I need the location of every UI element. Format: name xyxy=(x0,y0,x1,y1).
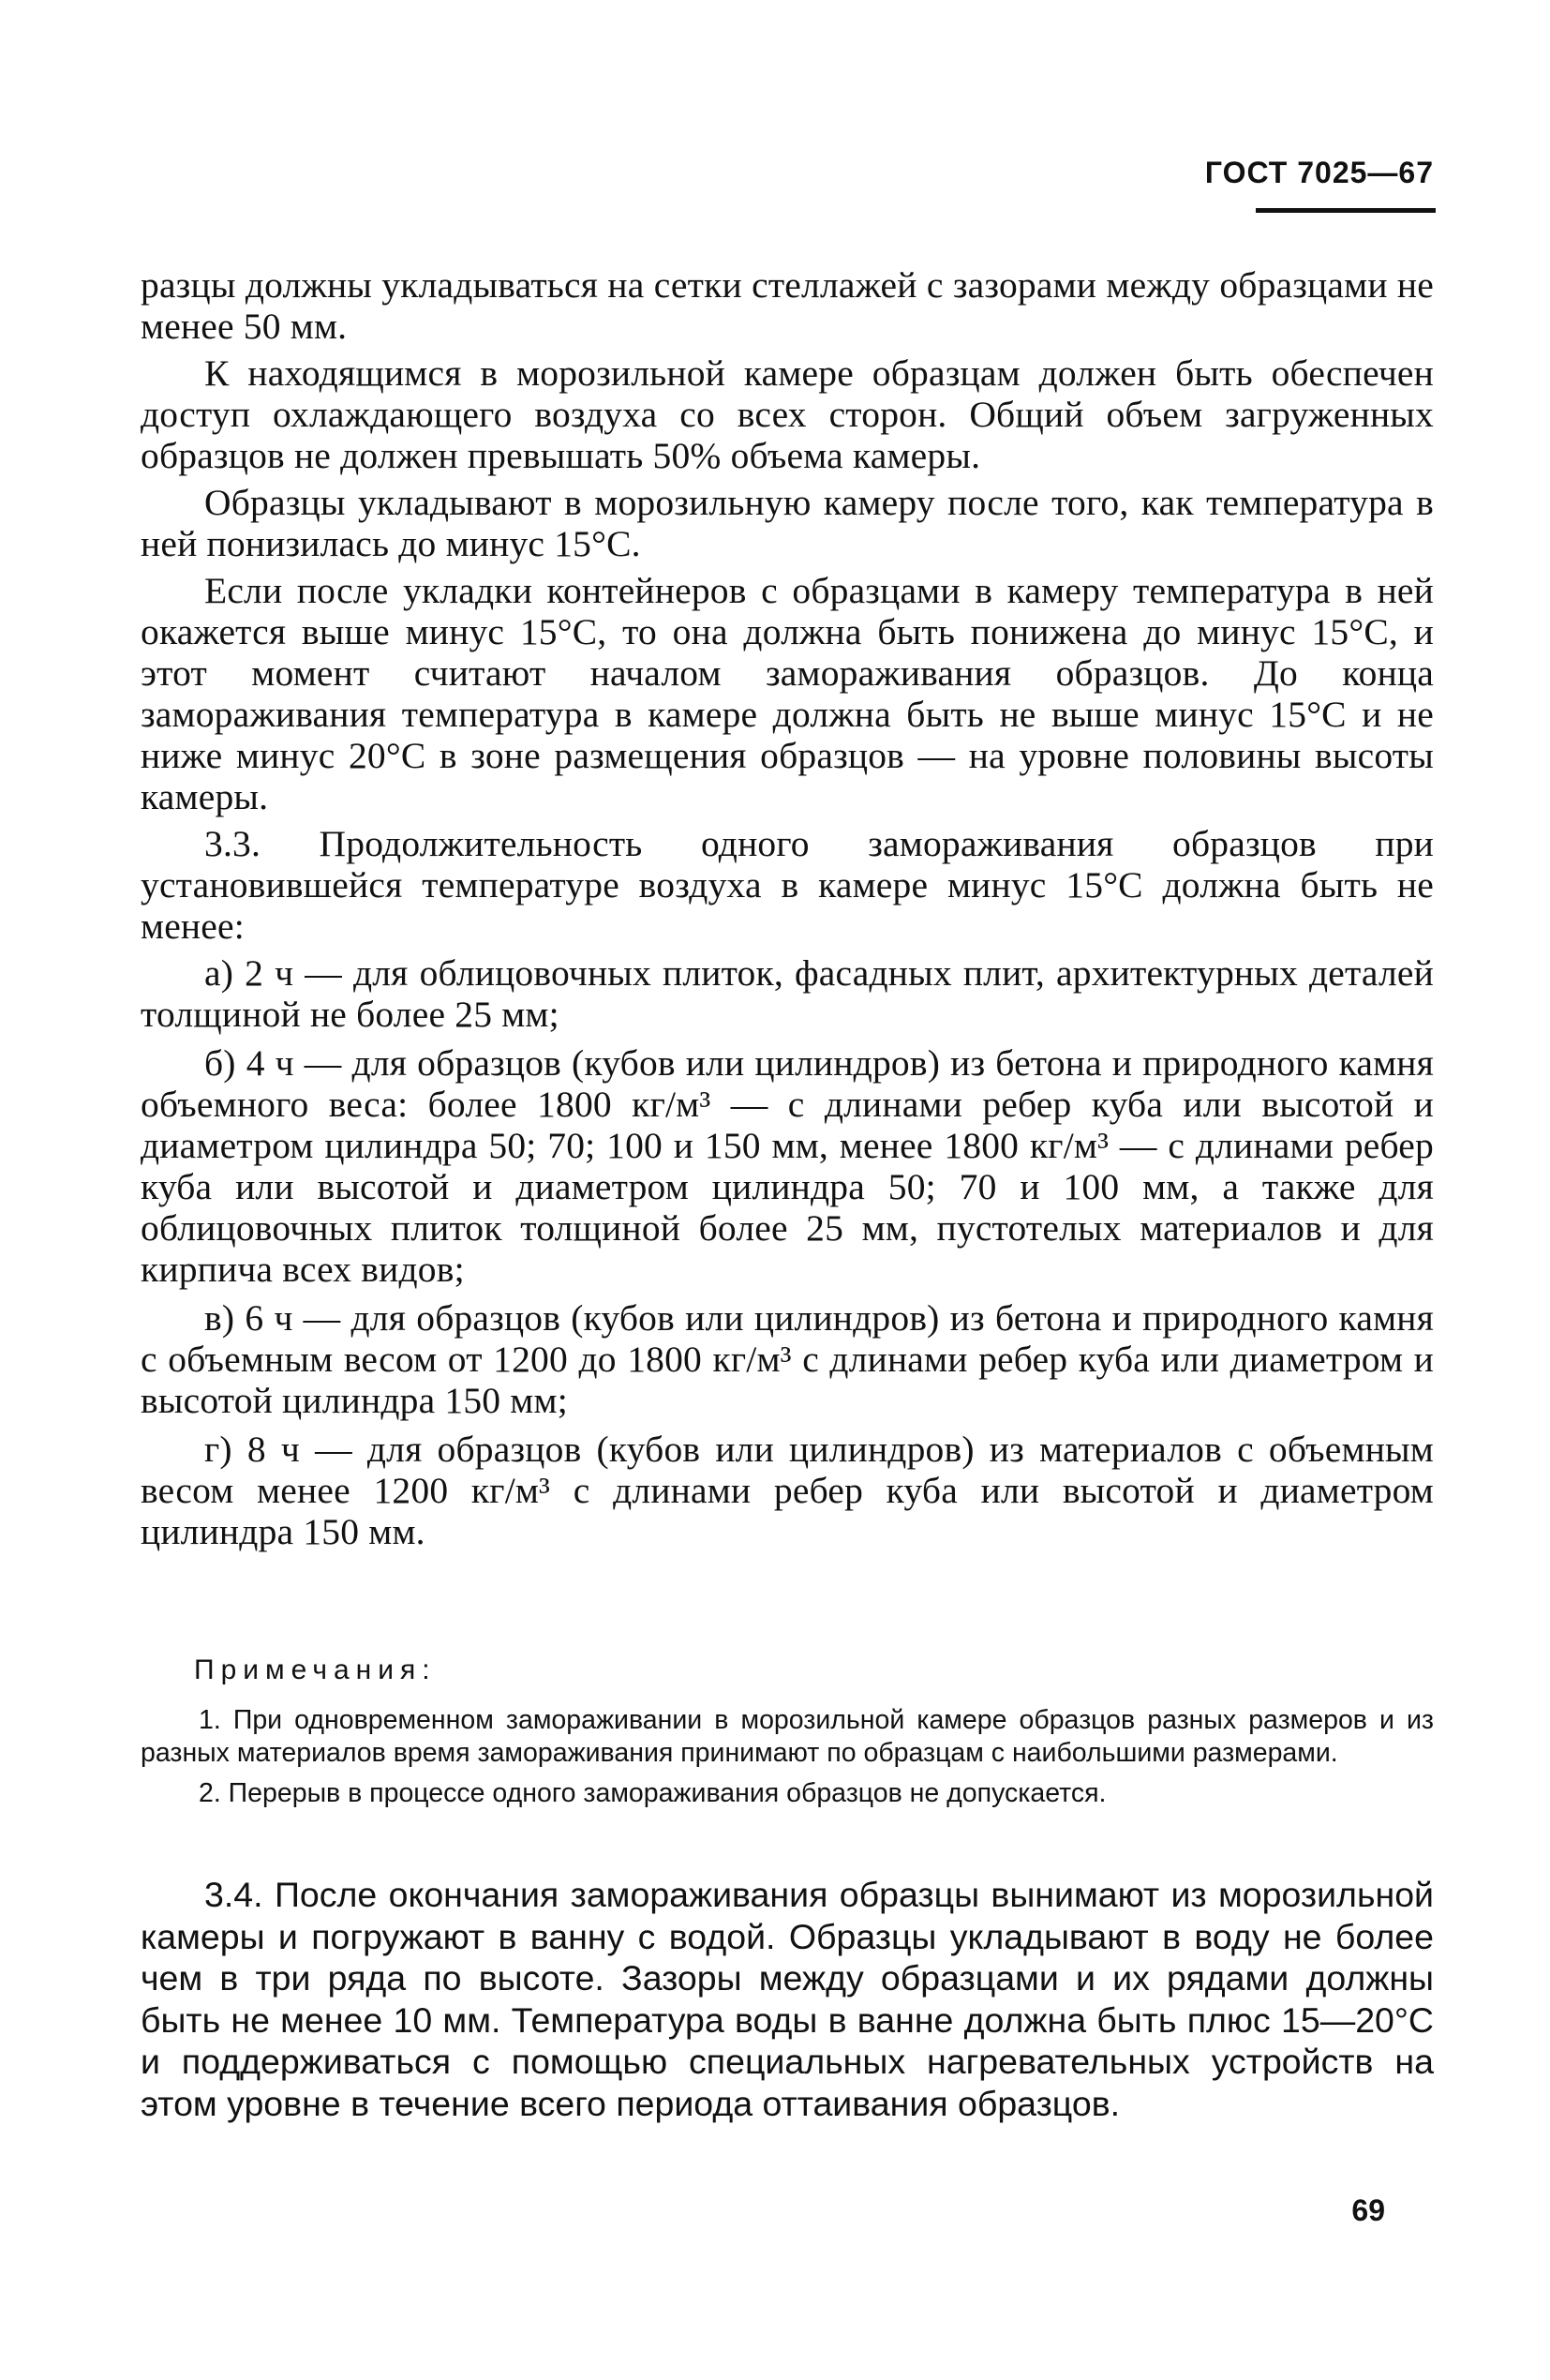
page-number: 69 xyxy=(1351,2193,1385,2227)
paragraph-section-3-3: 3.3. Продолжительность одного замораживания образцов при установившейся температуре воздуха в камере минус 15°С должна быть не менее: xyxy=(141,823,1434,947)
paragraph-loading: Образцы укладывают в морозильную камеру после того, как температура в ней понизилась до минус 15°С. xyxy=(141,482,1434,564)
notes xyxy=(141,1704,1434,1818)
list-item-b: б) 4 ч — для образцов (кубов или цилиндров) из бетона и природного камня объемного веса: более 1800 кг/м³ — с длинами ребер куба или высотой и диаметром цилиндра 50; 70; 100 и 150 мм, менее 1800 кг/м³ — с длинами ребер куба или высотой и диаметром цилиндра 50; 70 и 100 мм, а также для облицовочных плиток толщиной более 25 мм, пустотелых материалов и для кирпича всех видов; xyxy=(141,1042,1434,1290)
paragraph-air-access: К находящимся в морозильной камере образцам должен быть обеспечен доступ охлаждающего воздуха со всех сторон. Общий объем загруженных образцов не должен превышать 50% объема камеры. xyxy=(141,352,1434,476)
notes-title: Примечания: xyxy=(194,1654,437,1685)
note-1: 1. При одновременном замораживании в морозильной камере образцов разных размеров и из разных материалов время замораживания принимают по образцам с наибольшими размерами. xyxy=(141,1705,1434,1768)
standard-code: ГОСТ 7025—67 xyxy=(1204,156,1434,189)
section-3-4 xyxy=(141,1874,1434,2124)
list-item-g: г) 8 ч — для образцов (кубов или цилиндров) из материалов с объемным весом менее 1200 кг/м³ с длинами ребер куба или высотой и диаметром цилиндра 150 мм. xyxy=(141,1429,1434,1552)
main-text xyxy=(141,264,1434,1560)
note-2: 2. Перерыв в процессе одного замораживания образцов не допускается. xyxy=(199,1778,1107,1808)
list-item-a: а) 2 ч — для облицовочных плиток, фасадных плит, архитектурных деталей толщиной не более 25 мм; xyxy=(141,952,1434,1035)
list-item-v: в) 6 ч — для образцов (кубов или цилиндров) из бетона и природного камня с объемным весом от 1200 до 1800 кг/м³ с длинами ребер куба или диаметром и высотой цилиндра 150 мм; xyxy=(141,1297,1434,1421)
paragraph-section-3-4: 3.4. После окончания замораживания образцы вынимают из морозильной камеры и погружают в ванну с водой. Образцы укладывают в воду не более чем в три ряда по высоте. Зазоры между образцами и их рядами должны быть не менее 10 мм. Температура воды в ванне должна быть плюс 15—20°С и поддерживаться с помощью специальных нагревательных устройств на этом уровне в течение всего периода оттаивания образцов. xyxy=(141,1875,1434,2123)
header-rule xyxy=(1256,208,1436,213)
paragraph-temperature: Если после укладки контейнеров с образцами в камеру температура в ней окажется выше минус 15°С, то она должна быть понижена до минус 15°С, и этот момент считают началом замораживания образцов. До конца замораживания температура в камере должна быть не выше минус 15°С и не ниже минус 20°С в зоне размещения образцов — на уровне половины высоты камеры. xyxy=(141,570,1434,817)
paragraph-continuation: разцы должны укладываться на сетки стеллажей с зазорами между образцами не менее 50 мм. xyxy=(141,264,1434,347)
